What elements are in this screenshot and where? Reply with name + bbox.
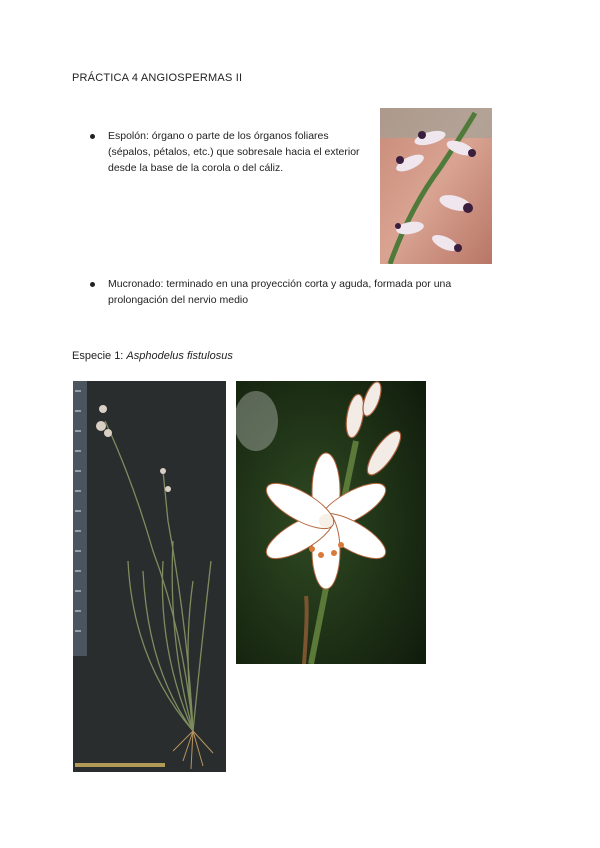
bullet-dot-icon: [90, 282, 95, 287]
bullet-mucronado: [90, 276, 510, 308]
bullet-text: Espolón: órgano o parte de los órganos foliares (sépalos, pétalos, etc.) que sobresale hacia el exterior desde la base de la corola o del cáliz.: [108, 130, 360, 174]
page-title: PRÁCTICA 4 ANGIOSPERMAS II: [72, 72, 243, 84]
spurred-flower-photo: [380, 108, 492, 264]
asphodel-flower-photo: [236, 381, 426, 664]
herbarium-sheet-photo: [73, 381, 226, 772]
species-heading: [72, 350, 233, 362]
bullet-dot-icon: [90, 134, 95, 139]
bullet-text: Mucronado: terminado en una proyección corta y aguda, formada por una prolongación del nervio medio: [108, 278, 452, 306]
species-prefix: Especie 1:: [72, 350, 127, 362]
bullet-espolon: [90, 128, 360, 176]
species-name: Asphodelus fistulosus: [126, 350, 233, 362]
